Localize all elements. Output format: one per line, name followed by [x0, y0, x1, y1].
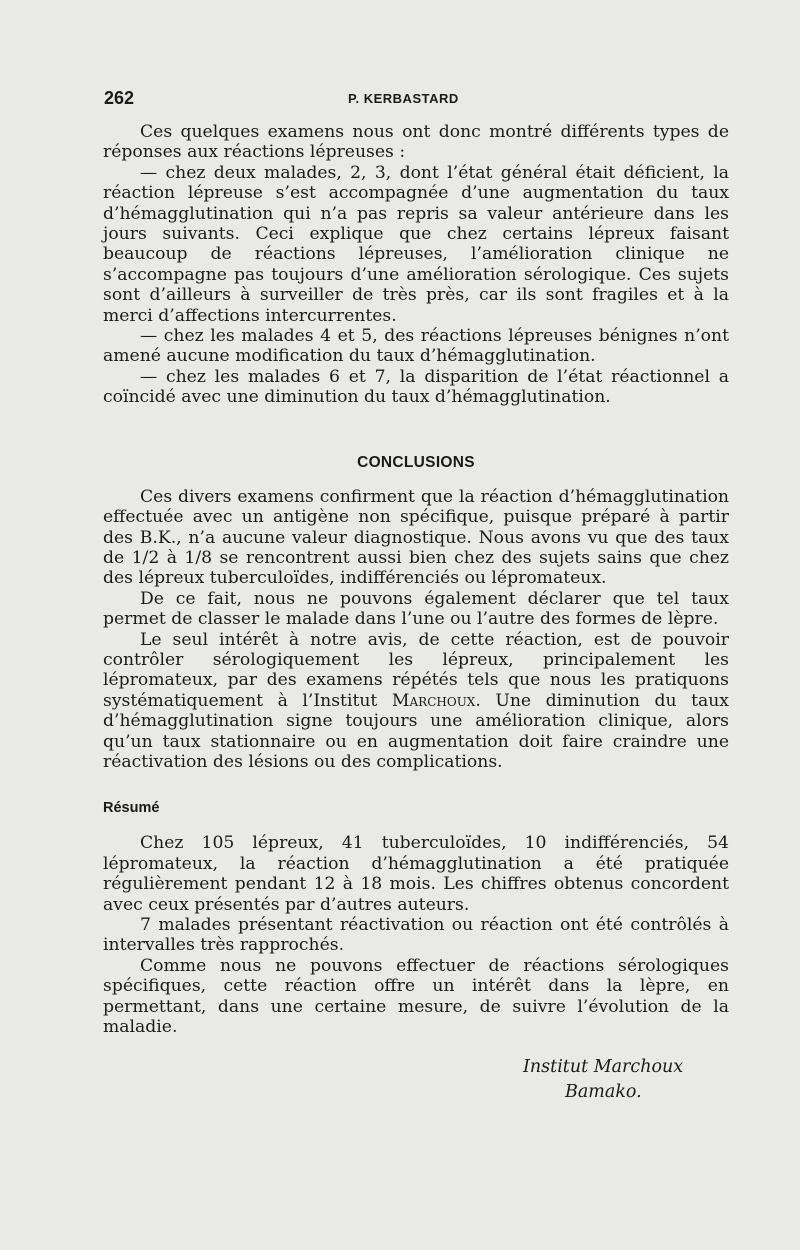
running-head-author: P. KERBASTARD: [348, 91, 459, 106]
intro-paragraph-4: — chez les malades 6 et 7, la disparition de l’état réactionnel a coïncidé avec une diminution du taux d’hémagglutination.: [103, 366, 729, 408]
conclusions-section: [103, 487, 729, 773]
signature-city: Bamako.: [565, 1082, 642, 1102]
conclusions-paragraph-3: [103, 630, 729, 773]
conclusions-paragraph-3-end: . Une diminution du taux d’hémagglutination signe toujours une amélioration clinique, alors qu’un taux stationnaire ou en augmentation doit faire craindre une réactivation des lésions ou des complications.: [103, 690, 729, 772]
conclusions-heading: CONCLUSIONS: [357, 453, 475, 471]
resume-paragraph-3: Comme nous ne pouvons effectuer de réactions sérologiques spécifiques, cette réaction offre un intérêt dans la lèpre, en permettant, dans une certaine mesure, de suivre l’évolution de la maladie.: [103, 955, 729, 1038]
conclusions-paragraph-3-start: Le seul intérêt à notre avis, de cette réaction, est de pouvoir contrôler sérologiquement les lépreux, principalement les lépromateux, par des examens répétés tels que nous les pratiquons systématiquement à l’Institut: [103, 629, 729, 711]
resume-heading: Résumé: [103, 800, 160, 817]
conclusions-paragraph-1: Ces divers examens confirment que la réaction d’hémagglutination effectuée avec un antigène non spécifique, puisque préparé à partir des B.K., n’a aucune valeur diagnostique. Nous avons vu que des taux de 1/2 à 1/8 se rencontrent aussi bien chez des sujets sains que chez des lépreux tuberculoïdes, indifférenciés ou lépromateux.: [103, 486, 729, 589]
resume-paragraph-1: Chez 105 lépreux, 41 tuberculoïdes, 10 indifférenciés, 54 lépromateux, la réaction d’hémagglutination a été pratiquée régulièrement pendant 12 à 18 mois. Les chiffres obtenus concordent avec ceux présentés par d’autres auteurs.: [103, 833, 729, 915]
signature-institute: Institut Marchoux: [523, 1057, 684, 1077]
article-body: [103, 122, 729, 1037]
intro-paragraph-3: — chez les malades 4 et 5, des réactions lépreuses bénignes n’ont amené aucune modification du taux d’hémagglutination.: [103, 326, 729, 367]
intro-paragraph-1: Ces quelques examens nous ont donc montré différents types de réponses aux réactions lépreuses :: [103, 122, 729, 163]
conclusions-paragraph-2: De ce fait, nous ne pouvons également déclarer que tel taux permet de classer le malade dans l’une ou l’autre des formes de lèpre.: [103, 588, 729, 630]
resume-paragraph-2: 7 malades présentant réactivation ou réaction ont été contrôlés à intervalles très rapprochés.: [103, 915, 729, 956]
running-head: [0, 88, 800, 112]
page-number: 262: [104, 88, 135, 108]
intro-section: [103, 122, 729, 408]
intro-paragraph-2: — chez deux malades, 2, 3, dont l’état général était déficient, la réaction lépreuse s’est accompagnée d’une augmentation du taux d’hémagglutination qui n’a pas repris sa valeur antérieure dans les jours suivants. Ceci explique que chez certains lépreux faisant beaucoup de réactions lépreuses, l’amélioration clinique ne s’accompagne pas toujours d’une amélioration sérologique. Ces sujets sont d’ailleurs à surveiller de très près, car ils sont fragiles et à la merci d’affections intercurrentes.: [103, 162, 729, 326]
resume-section: [103, 833, 729, 1037]
institute-name: Marchoux: [391, 690, 476, 711]
